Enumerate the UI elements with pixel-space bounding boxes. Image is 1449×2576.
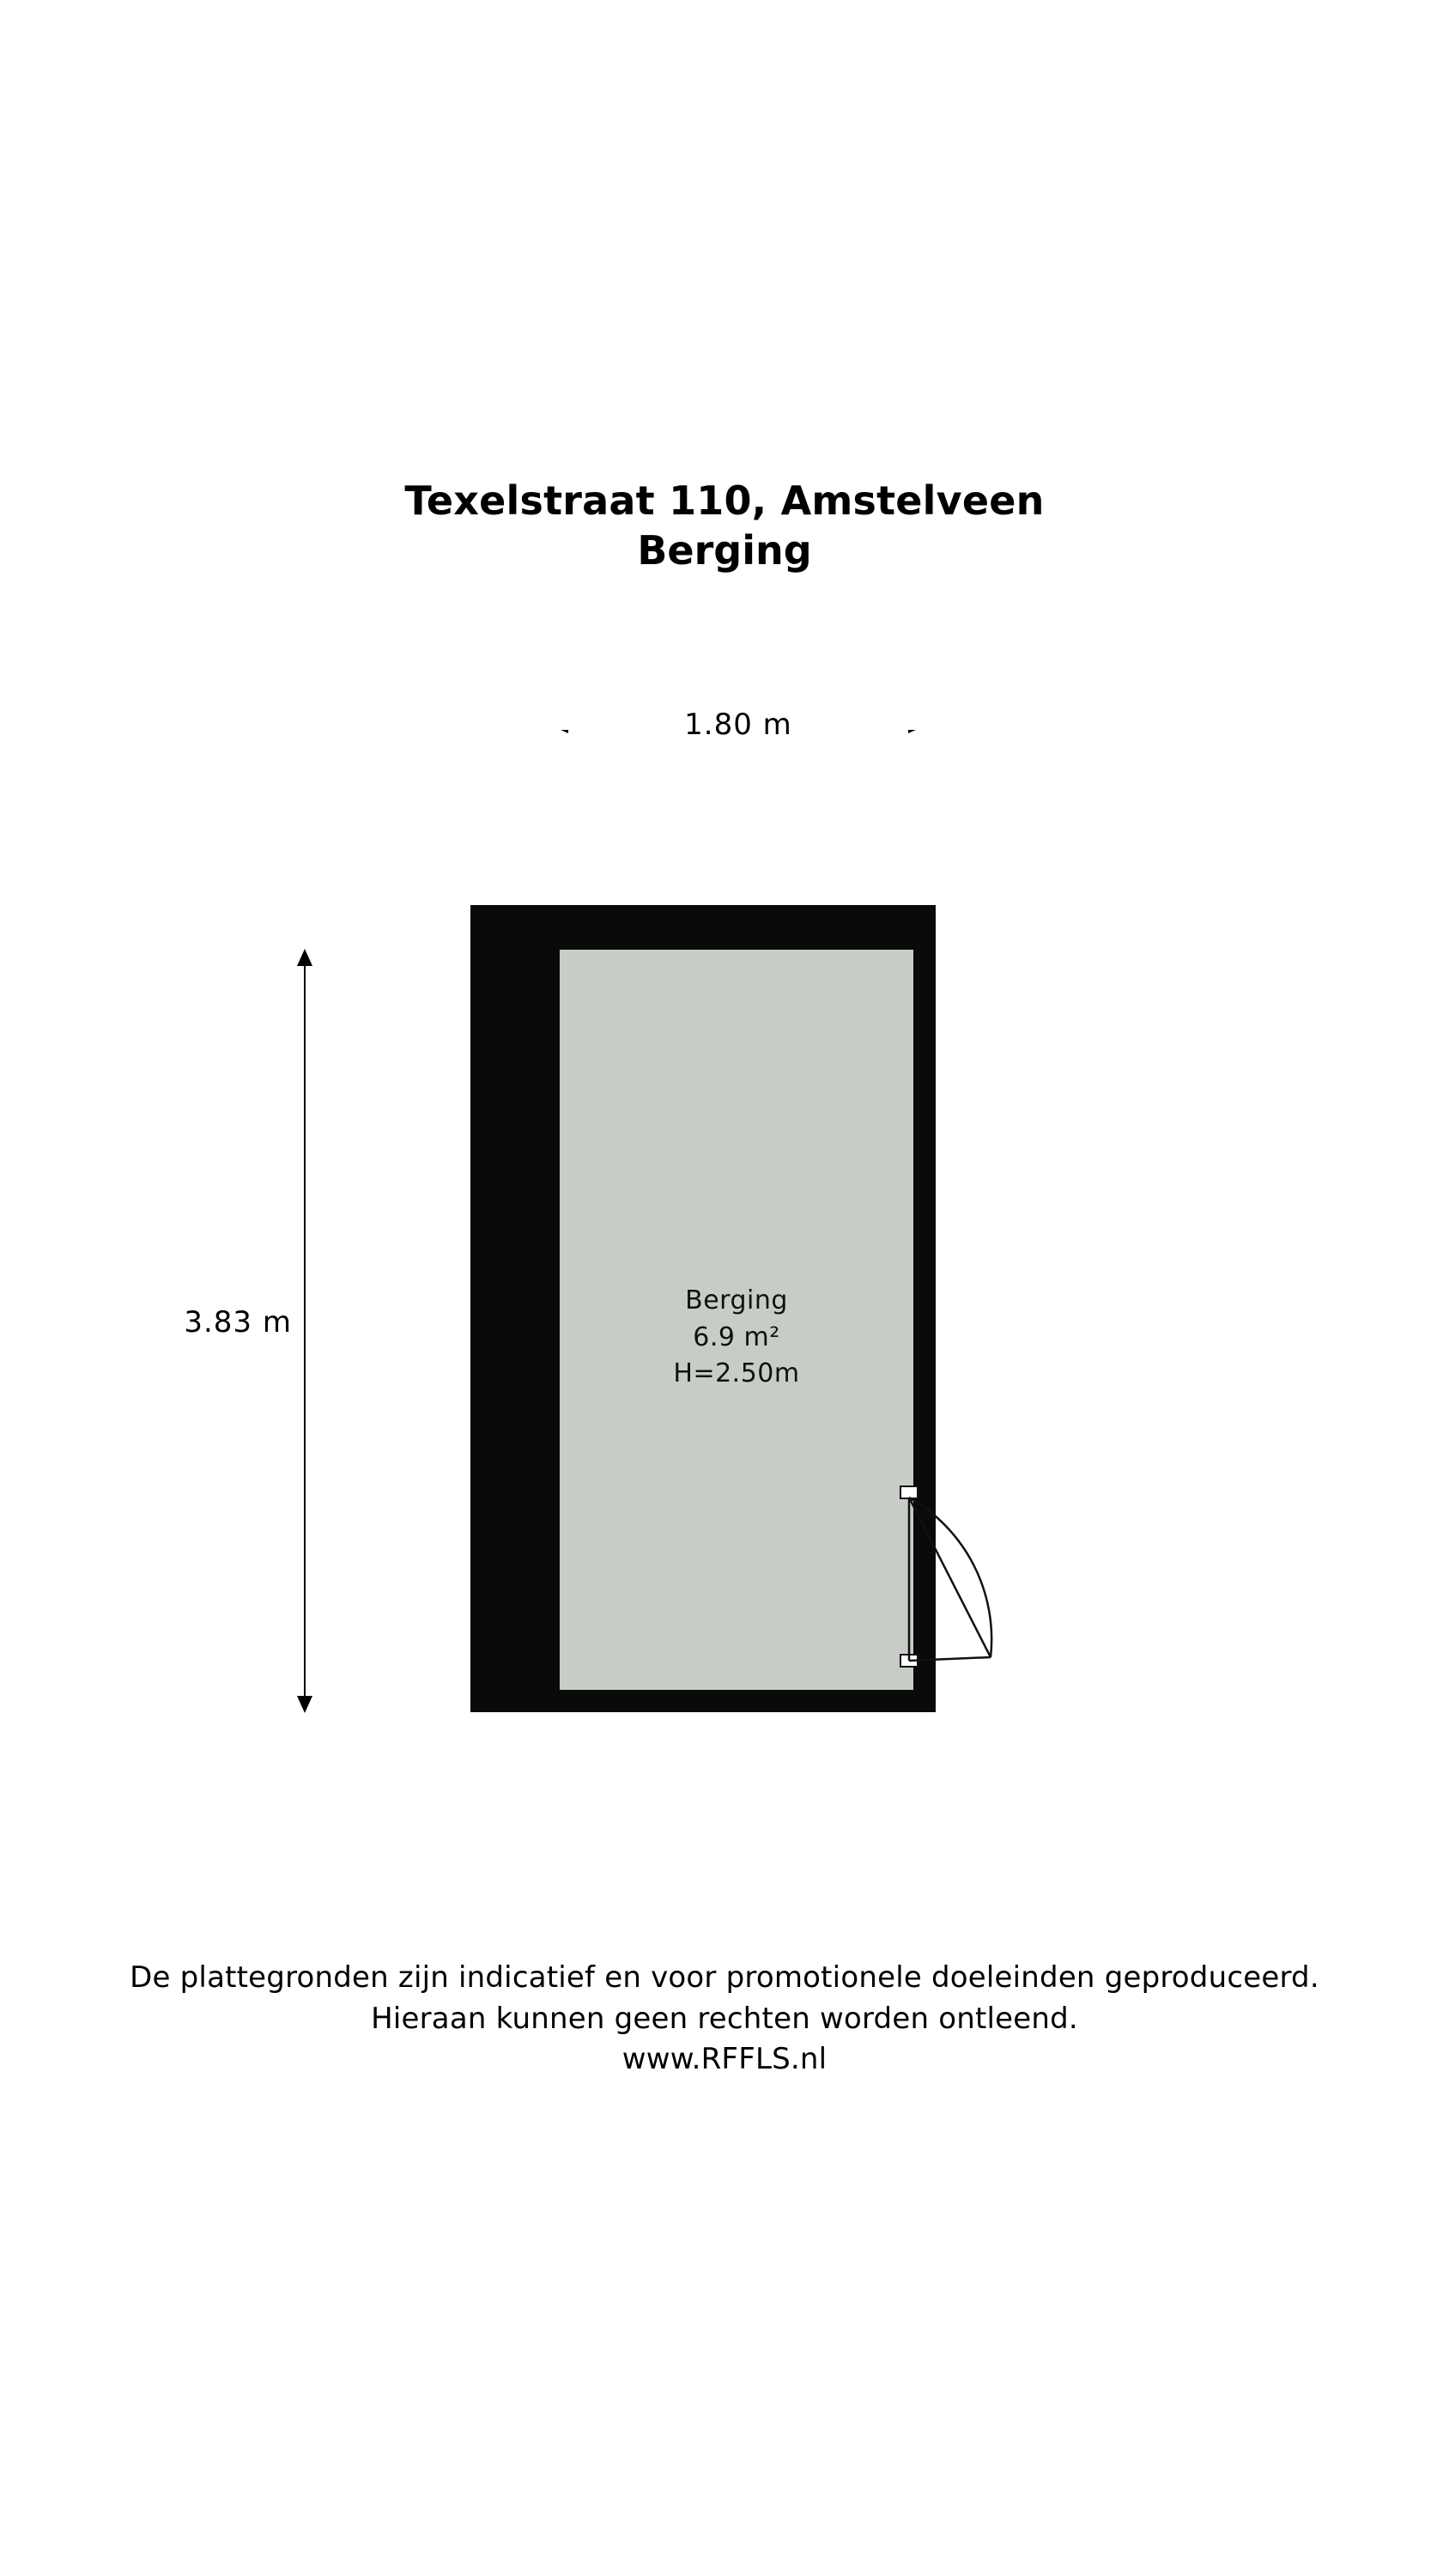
room-ceiling-height: H=2.50m — [673, 1358, 800, 1389]
height-dimension-label: 3.83 m — [184, 1305, 292, 1340]
title-address: Texelstraat 110, Amstelveen — [404, 477, 1045, 524]
width-dimension — [551, 696, 925, 747]
room-label-group — [560, 1283, 913, 1393]
height-dimension — [184, 949, 506, 1713]
width-dimension-value: 1.80 m — [672, 708, 804, 742]
room-name: Berging — [685, 1285, 788, 1315]
room-area: 6.9 m² — [693, 1321, 780, 1352]
door-swing-icon — [900, 1485, 1020, 1683]
width-dimension-label — [551, 696, 925, 742]
footer-website: www.RFFLS.nl — [621, 2042, 828, 2077]
floor-plan — [470, 905, 936, 1712]
title-floor: Berging — [637, 527, 812, 574]
dimension-line-vertical — [304, 961, 306, 1701]
door-arc-svg — [900, 1485, 1020, 1683]
footer-disclaimer — [0, 1958, 1449, 2081]
footer-line-2: Hieraan kunnen geen rechten worden ontleend. — [371, 2001, 1078, 2036]
footer-line-1: De plattegronden zijn indicatief en voor promotionele doeleinden geproduceerd. — [130, 1960, 1319, 1995]
arrow-down-icon — [297, 1696, 312, 1713]
page-title — [0, 477, 1449, 574]
